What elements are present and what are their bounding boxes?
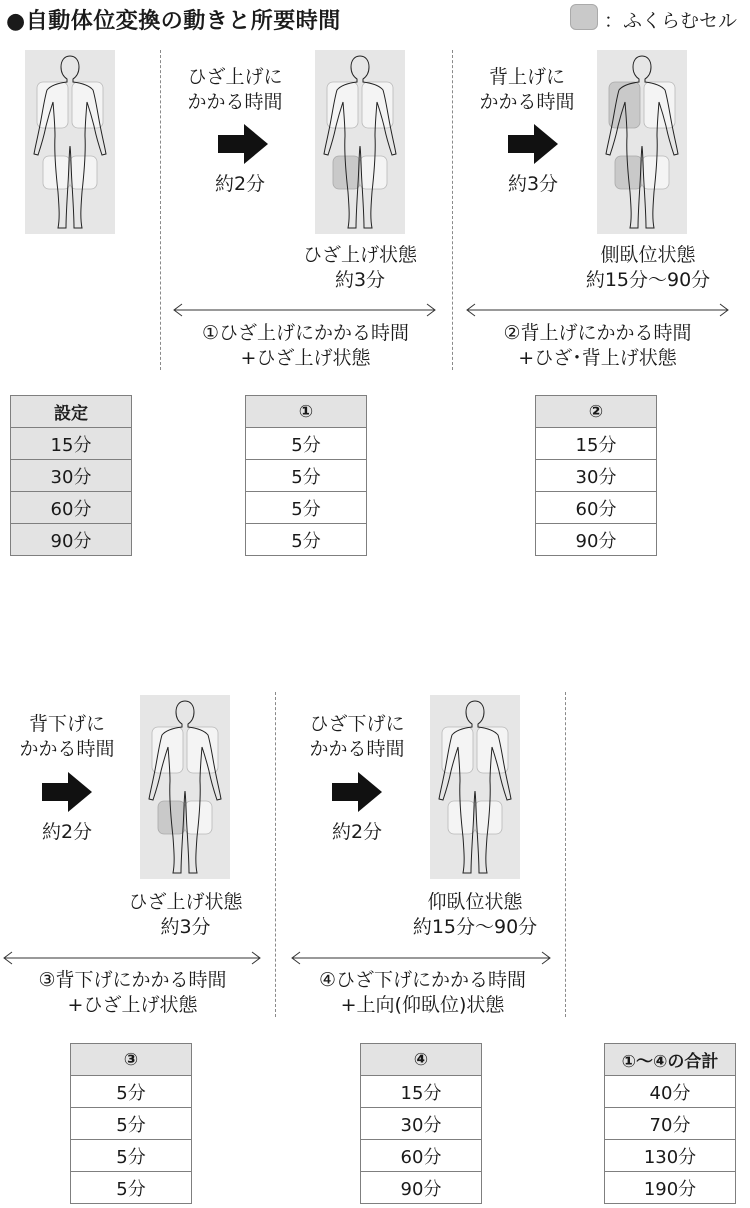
body-figure-back-down xyxy=(140,695,230,879)
table-row: 40分 xyxy=(605,1076,736,1108)
right-arrow-icon xyxy=(332,772,382,812)
page-title: ●自動体位変換の動きと所要時間 xyxy=(6,9,341,34)
table-row: 70分 xyxy=(605,1108,736,1140)
body-figure-supine xyxy=(430,695,520,879)
table-row: 5分 xyxy=(71,1108,192,1140)
back-up-duration: 約3分 xyxy=(507,173,559,195)
inflated-cell-swatch xyxy=(570,4,598,30)
side-lying-state-label: 側臥位状態 約15分～90分 xyxy=(585,244,711,291)
span-arrow-4 xyxy=(290,950,552,964)
supine-state-label: 仰臥位状態 約15分～90分 xyxy=(412,891,538,938)
table-row: 15分 xyxy=(11,428,132,460)
span-arrow-2 xyxy=(465,302,730,316)
right-arrow-icon xyxy=(218,124,268,164)
table-row: 30分 xyxy=(536,460,657,492)
separator-line xyxy=(565,692,566,1017)
separator-line xyxy=(275,692,276,1017)
step4-table xyxy=(360,1043,482,1204)
knee-up-time-label: ひざ上げに かかる時間 xyxy=(187,66,283,113)
table-row: 90分 xyxy=(11,524,132,556)
table-header: ② xyxy=(536,396,657,428)
table-header: ① xyxy=(246,396,367,428)
span-label-2: ②背上げにかかる時間 +ひざ･背上げ状態 xyxy=(503,322,692,369)
right-arrow-icon xyxy=(42,772,92,812)
body-figure-initial xyxy=(25,50,115,234)
total-table xyxy=(604,1043,736,1204)
table-row: 130分 xyxy=(605,1140,736,1172)
step2-table xyxy=(535,395,657,556)
table-header: ①～④の合計 xyxy=(605,1044,736,1076)
span-label-3: ③背下げにかかる時間 +ひざ上げ状態 xyxy=(38,969,227,1016)
table-row: 30分 xyxy=(11,460,132,492)
table-row: 5分 xyxy=(246,428,367,460)
right-arrow-icon xyxy=(508,124,558,164)
table-row: 60分 xyxy=(11,492,132,524)
knee-down-time-label: ひざ下げに かかる時間 xyxy=(309,713,405,760)
knee-up-duration: 約2分 xyxy=(214,173,266,195)
span-label-1: ①ひざ上げにかかる時間 +ひざ上げ状態 xyxy=(201,322,410,369)
body-figure-side-lying xyxy=(597,50,687,234)
span-arrow-1 xyxy=(172,302,437,316)
settings-table xyxy=(10,395,132,556)
table-row: 60分 xyxy=(536,492,657,524)
knee-up-state-label: ひざ上げ状態 約3分 xyxy=(302,244,417,291)
step3-table xyxy=(70,1043,192,1204)
table-row: 5分 xyxy=(246,524,367,556)
table-row: 60分 xyxy=(361,1140,482,1172)
legend-label: ：ふくらむセル xyxy=(604,10,738,32)
table-header: 設定 xyxy=(11,396,132,428)
table-row: 15分 xyxy=(361,1076,482,1108)
table-row: 30分 xyxy=(361,1108,482,1140)
table-row: 15分 xyxy=(536,428,657,460)
span-label-4: ④ひざ下げにかかる時間 +上向(仰臥位)状態 xyxy=(318,969,527,1016)
table-row: 5分 xyxy=(71,1140,192,1172)
back-up-time-label: 背上げに かかる時間 xyxy=(479,66,575,113)
table-row: 90分 xyxy=(361,1172,482,1204)
table-row: 5分 xyxy=(71,1076,192,1108)
back-down-duration: 約2分 xyxy=(41,821,93,843)
table-row: 90分 xyxy=(536,524,657,556)
table-row: 5分 xyxy=(246,460,367,492)
knee-up-state-label-2: ひざ上げ状態 約3分 xyxy=(128,891,243,938)
knee-down-duration: 約2分 xyxy=(331,821,383,843)
separator-line xyxy=(452,50,453,370)
separator-line xyxy=(160,50,161,370)
table-row: 5分 xyxy=(246,492,367,524)
back-down-time-label: 背下げに かかる時間 xyxy=(19,713,115,760)
span-arrow-3 xyxy=(2,950,262,964)
table-row: 5分 xyxy=(71,1172,192,1204)
table-header: ③ xyxy=(71,1044,192,1076)
table-row: 190分 xyxy=(605,1172,736,1204)
table-header: ④ xyxy=(361,1044,482,1076)
step1-table xyxy=(245,395,367,556)
body-figure-knee-up xyxy=(315,50,405,234)
